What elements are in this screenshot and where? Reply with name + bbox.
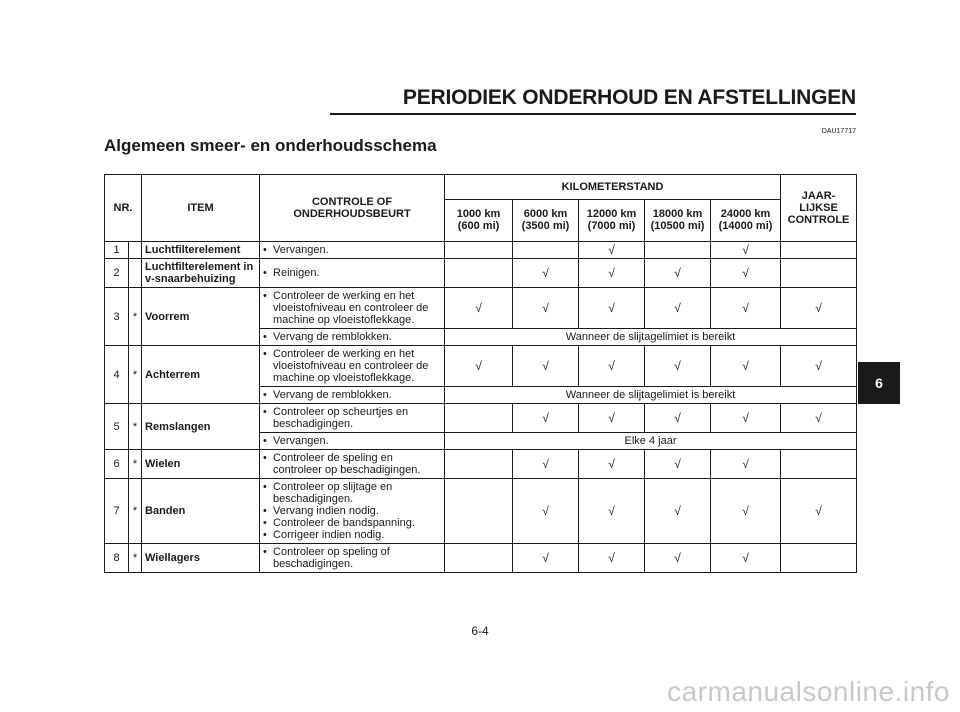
table-row [105,242,857,259]
interval-note: Wanneer de slijtagelimiet is bereikt [445,329,857,346]
header-km-col [579,199,645,241]
row-item: Achterrem [142,346,260,404]
control-bullet: • Vervangen. [263,435,441,447]
check-mark: √ [445,288,513,329]
check-mark: √ [711,346,781,387]
check-mark: √ [645,404,711,433]
row-star-marker: * [129,450,142,479]
row-star-marker [129,259,142,288]
row-number: 8 [105,544,129,573]
check-mark: √ [645,479,711,544]
header-mi-value: (14000 mi) [718,220,773,233]
empty-check-cell [645,242,711,259]
check-mark: √ [579,242,645,259]
row-star-marker [129,242,142,259]
row-control [260,479,445,544]
header-km-value: 24000 km [720,208,771,221]
header-km-col [445,199,513,241]
row-item: Luchtfilterelement [142,242,260,259]
table-row [105,346,857,387]
check-mark: √ [711,288,781,329]
row-control [260,242,445,259]
check-mark: √ [645,288,711,329]
control-bullet: • Vervang indien nodig. [263,505,441,517]
header-mi-value: (600 mi) [457,220,500,233]
check-mark: √ [579,404,645,433]
chapter-tab: 6 [858,362,900,404]
control-bullet: • Controleer de werking en het vloeistofniveau en controleer de machine op vloeistoflekkage. [263,290,441,326]
row-star-marker: * [129,404,142,450]
header-item: ITEM [142,175,260,242]
control-bullet: • Controleer op scheurtjes en beschadigingen. [263,406,441,430]
check-mark: √ [711,259,781,288]
check-mark: √ [645,259,711,288]
table-row [105,288,857,329]
page-number: 6-4 [471,624,489,638]
header-mi-value: (3500 mi) [521,220,570,233]
check-mark: √ [711,242,781,259]
row-number: 2 [105,259,129,288]
control-bullet: • Controleer de bandspanning. [263,517,441,529]
check-mark: √ [513,479,579,544]
row-control [260,259,445,288]
empty-check-cell [445,242,513,259]
check-mark: √ [579,544,645,573]
empty-check-cell [781,242,857,259]
check-mark: √ [579,450,645,479]
check-mark: √ [513,404,579,433]
row-control [260,404,445,433]
document-code: DAU17717 [821,128,856,135]
check-mark: √ [781,346,857,387]
check-mark: √ [513,346,579,387]
control-bullet: • Reinigen. [263,267,441,279]
empty-check-cell [445,544,513,573]
empty-check-cell [445,404,513,433]
header-km-col [645,199,711,241]
title-rule [330,113,856,115]
empty-check-cell [445,259,513,288]
row-item: Banden [142,479,260,544]
control-bullet: • Vervang de remblokken. [263,389,441,401]
empty-check-cell [445,450,513,479]
table-row [105,450,857,479]
check-mark: √ [645,346,711,387]
interval-note: Wanneer de slijtagelimiet is bereikt [445,387,857,404]
control-bullet: • Corrigeer indien nodig. [263,529,441,541]
check-mark: √ [513,259,579,288]
interval-note: Elke 4 jaar [445,433,857,450]
row-control [260,544,445,573]
header-mi-value: (7000 mi) [587,220,636,233]
row-star-marker: * [129,346,142,404]
row-control [260,387,445,404]
empty-check-cell [781,544,857,573]
empty-check-cell [445,479,513,544]
row-item: Wiellagers [142,544,260,573]
control-bullet: • Controleer de werking en het vloeistofniveau en controleer de machine op vloeistoflekkage. [263,348,441,384]
check-mark: √ [781,404,857,433]
table-row [105,404,857,433]
check-mark: √ [711,479,781,544]
section-heading: Algemeen smeer- en onderhoudsschema [104,136,437,155]
check-mark: √ [579,288,645,329]
check-mark: √ [711,544,781,573]
empty-check-cell [781,450,857,479]
check-mark: √ [445,346,513,387]
empty-check-cell [781,259,857,288]
header-km-col [711,199,781,241]
row-number: 7 [105,479,129,544]
row-control [260,433,445,450]
check-mark: √ [513,450,579,479]
control-bullet: • Vervang de remblokken. [263,331,441,343]
header-km-col [513,199,579,241]
check-mark: √ [781,479,857,544]
header-km-value: 6000 km [523,208,568,221]
control-bullet: • Controleer de speling en controleer op beschadigingen. [263,452,441,476]
control-bullet: • Vervangen. [263,244,441,256]
row-item: Remslangen [142,404,260,450]
watermark: carmanualsonline.info [667,676,950,707]
row-control [260,346,445,387]
control-bullet: • Controleer op slijtage en beschadigingen. [263,481,441,505]
header-km-value: 1000 km [456,208,501,221]
check-mark: √ [513,544,579,573]
row-number: 1 [105,242,129,259]
row-control [260,288,445,329]
row-item: Wielen [142,450,260,479]
row-control [260,329,445,346]
check-mark: √ [579,346,645,387]
header-km-value: 12000 km [586,208,637,221]
row-number: 5 [105,404,129,450]
page-title: PERIODIEK ONDERHOUD EN AFSTELLINGEN [402,86,856,109]
check-mark: √ [711,450,781,479]
empty-check-cell [513,242,579,259]
control-bullet: • Controleer op speling of beschadigingen. [263,546,441,570]
maintenance-schedule-table [104,174,857,573]
check-mark: √ [645,544,711,573]
header-nr: NR. [105,175,142,242]
row-item: Luchtfilterelement in v-snaarbehuizing [142,259,260,288]
header-km-value: 18000 km [652,208,703,221]
header-kilometerstand: KILOMETERSTAND [445,175,781,200]
row-item: Voorrem [142,288,260,346]
row-number: 3 [105,288,129,346]
check-mark: √ [645,450,711,479]
check-mark: √ [579,479,645,544]
row-control [260,450,445,479]
check-mark: √ [513,288,579,329]
table-row [105,259,857,288]
table-row [105,479,857,544]
row-star-marker: * [129,544,142,573]
row-star-marker: * [129,479,142,544]
header-yearly-check: JAAR- LIJKSE CONTROLE [781,175,857,242]
header-mi-value: (10500 mi) [650,220,705,233]
check-mark: √ [781,288,857,329]
header-control: CONTROLE OF ONDERHOUDSBEURT [260,175,445,242]
check-mark: √ [711,404,781,433]
check-mark: √ [579,259,645,288]
row-star-marker: * [129,288,142,346]
row-number: 6 [105,450,129,479]
table-row [105,544,857,573]
row-number: 4 [105,346,129,404]
